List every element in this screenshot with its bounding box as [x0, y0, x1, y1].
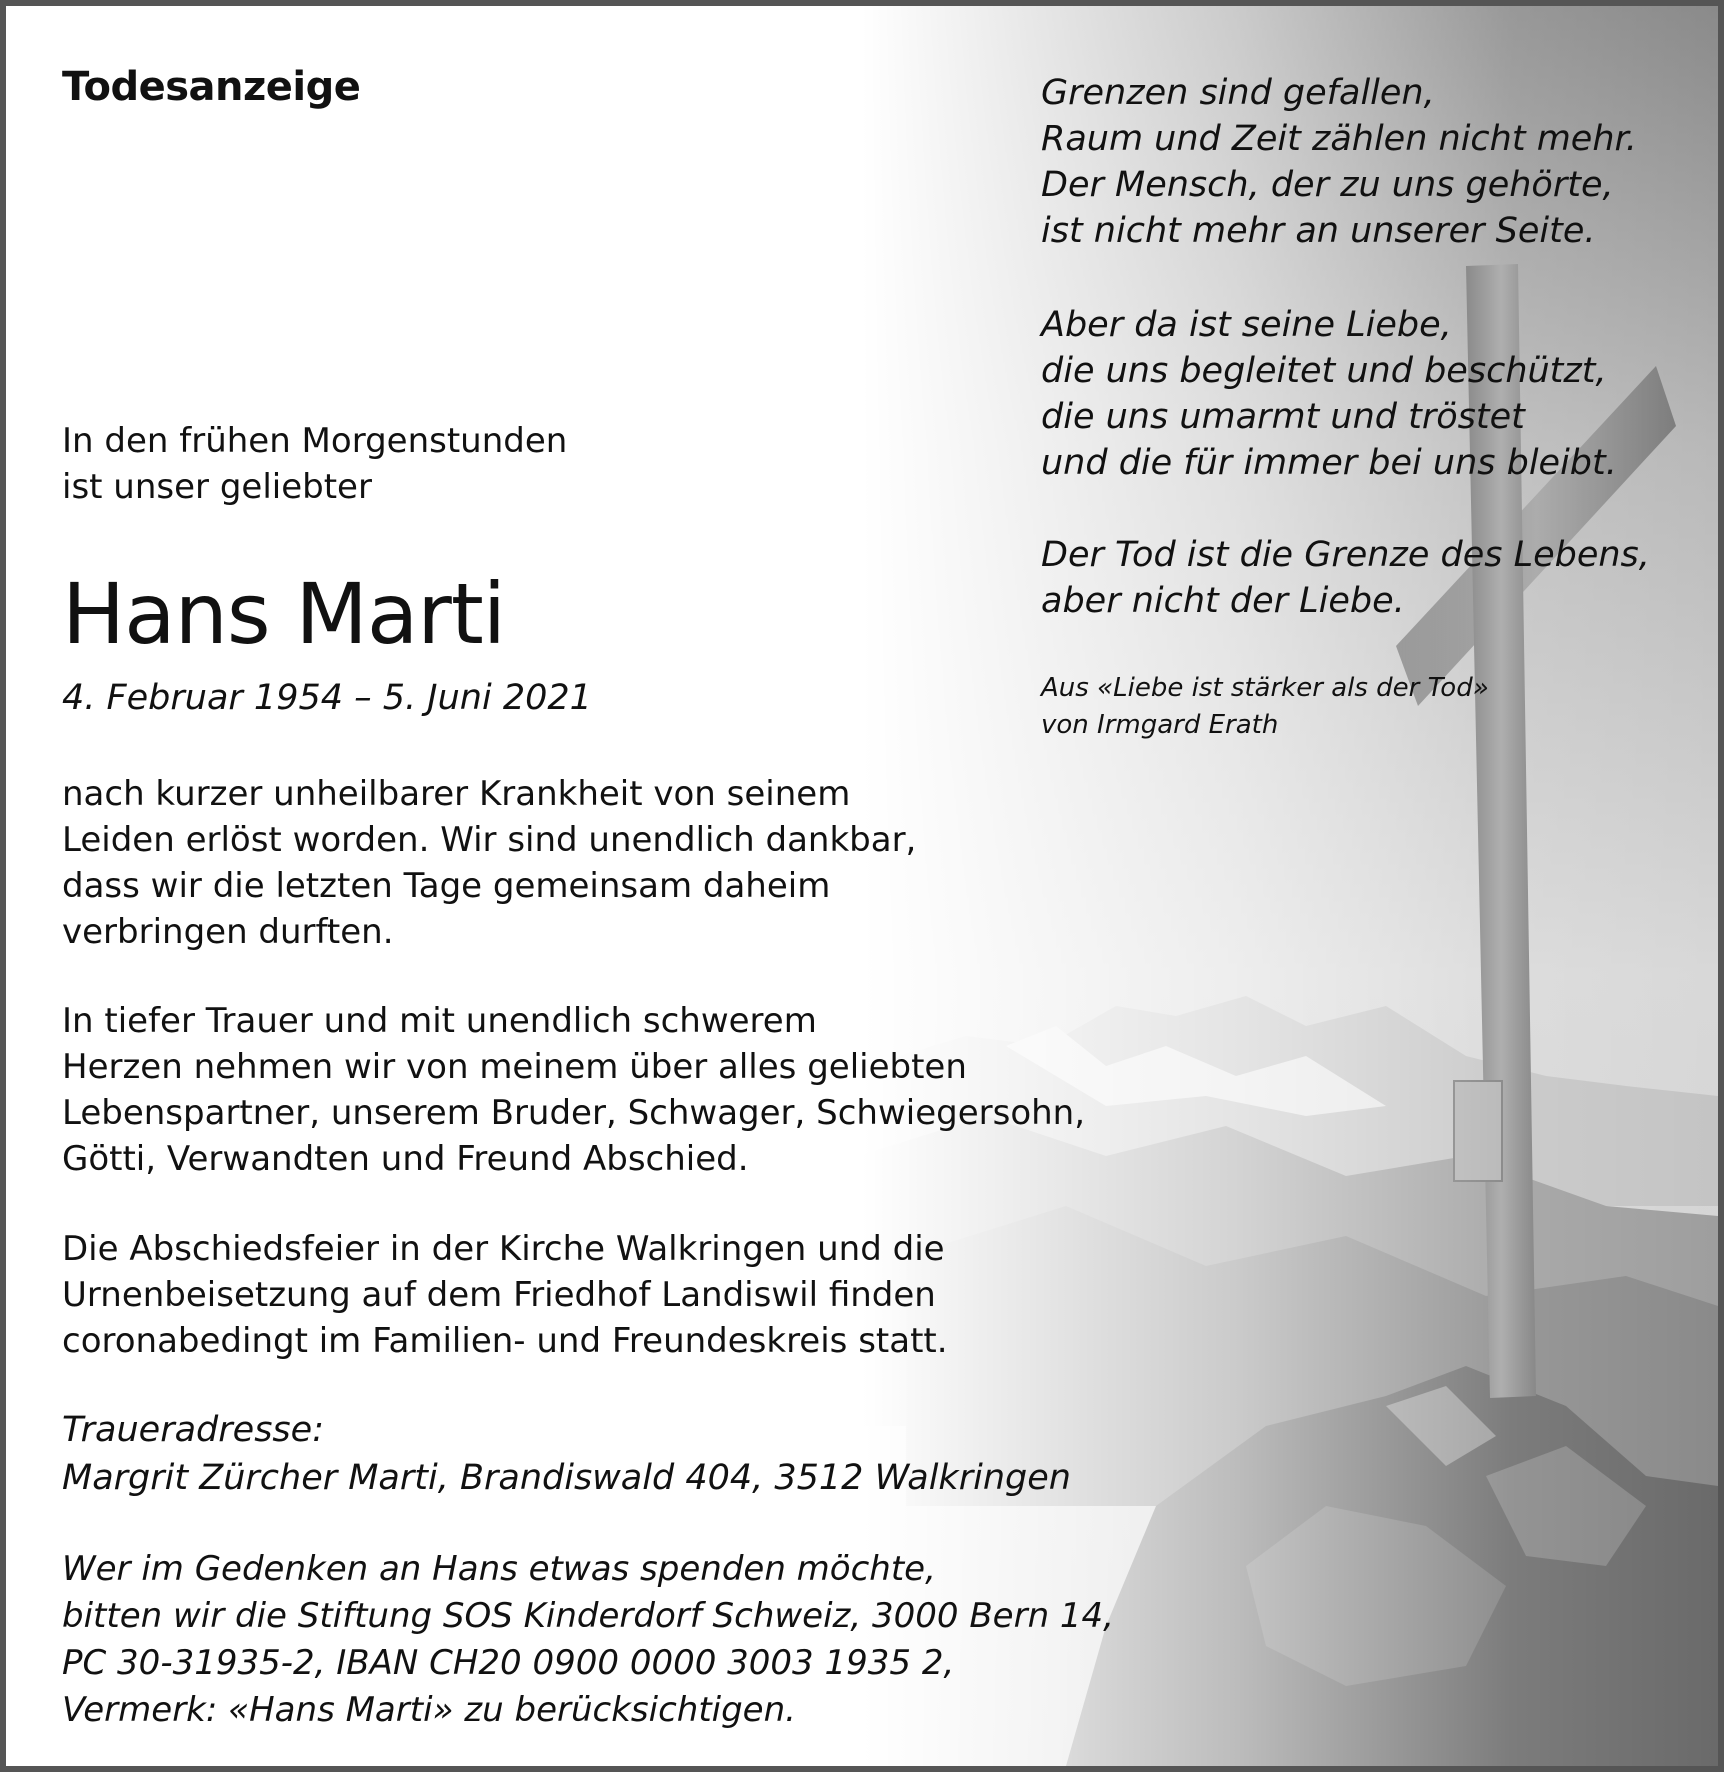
- donation-line: bitten wir die Stiftung SOS Kinderdorf Schweiz, 3000 Bern 14,: [62, 1596, 1114, 1636]
- poem-line: aber nicht der Liebe.: [1041, 581, 1405, 621]
- paragraph-line: Leiden erlöst worden. Wir sind unendlich dankbar,: [62, 820, 917, 860]
- paragraph-line: nach kurzer unheilbarer Krankheit von seinem: [62, 774, 851, 814]
- life-dates: 4. Februar 1954 – 5. Juni 2021: [62, 678, 592, 718]
- paragraph-line: In tiefer Trauer und mit unendlich schwerem: [62, 1001, 817, 1041]
- poem-line: Der Mensch, der zu uns gehörte,: [1041, 165, 1614, 205]
- donation-line: Vermerk: «Hans Marti» zu berücksichtigen.: [62, 1690, 796, 1730]
- paragraph-line: Urnenbeisetzung auf dem Friedhof Landiswil finden: [62, 1275, 936, 1315]
- paragraph-announcement: [62, 771, 916, 955]
- address-label: Traueradresse:: [62, 1410, 324, 1450]
- poem-source: [1041, 670, 1489, 744]
- donation-info: [62, 1546, 1114, 1734]
- paragraph-line: dass wir die letzten Tage gemeinsam daheim: [62, 866, 831, 906]
- poem-line: die uns begleitet und beschützt,: [1041, 351, 1607, 391]
- source-line: Aus «Liebe ist stärker als der Tod»: [1041, 673, 1489, 703]
- poem-line: Aber da ist seine Liebe,: [1041, 305, 1452, 345]
- poem-stanza-1: [1041, 70, 1637, 254]
- intro-line: In den frühen Morgenstunden: [62, 421, 568, 461]
- donation-line: PC 30-31935-2, IBAN CH20 0900 0000 3003 1935 2,: [62, 1643, 955, 1683]
- poem-line: und die für immer bei uns bleibt.: [1041, 443, 1617, 483]
- heading: Todesanzeige: [62, 64, 361, 110]
- poem-line: Der Tod ist die Grenze des Lebens,: [1041, 535, 1650, 575]
- intro-line: ist unser geliebter: [62, 467, 372, 507]
- poem-stanza-2: [1041, 302, 1617, 486]
- poem-line: die uns umarmt und tröstet: [1041, 397, 1525, 437]
- paragraph-line: coronabedingt im Familien- und Freundeskreis statt.: [62, 1321, 948, 1361]
- poem-stanza-3: [1041, 532, 1650, 624]
- mourning-address: [62, 1406, 1071, 1502]
- paragraph-ceremony: [62, 1226, 948, 1364]
- paragraph-line: Die Abschiedsfeier in der Kirche Walkringen und die: [62, 1229, 945, 1269]
- paragraph-line: Götti, Verwandten und Freund Abschied.: [62, 1139, 749, 1179]
- intro-text: [62, 418, 567, 510]
- source-line: von Irmgard Erath: [1041, 710, 1279, 740]
- paragraph-line: Herzen nehmen wir von meinem über alles geliebten: [62, 1047, 967, 1087]
- poem-line: Raum und Zeit zählen nicht mehr.: [1041, 119, 1637, 159]
- poem-line: Grenzen sind gefallen,: [1041, 73, 1435, 113]
- paragraph-mourning: [62, 998, 1085, 1182]
- poem-line: ist nicht mehr an unserer Seite.: [1041, 211, 1596, 251]
- address-value: Margrit Zürcher Marti, Brandiswald 404, 3512 Walkringen: [62, 1458, 1071, 1498]
- deceased-name: Hans Marti: [62, 565, 506, 663]
- paragraph-line: verbringen durften.: [62, 912, 394, 952]
- donation-line: Wer im Gedenken an Hans etwas spenden möchte,: [62, 1549, 936, 1589]
- paragraph-line: Lebenspartner, unserem Bruder, Schwager, Schwiegersohn,: [62, 1093, 1086, 1133]
